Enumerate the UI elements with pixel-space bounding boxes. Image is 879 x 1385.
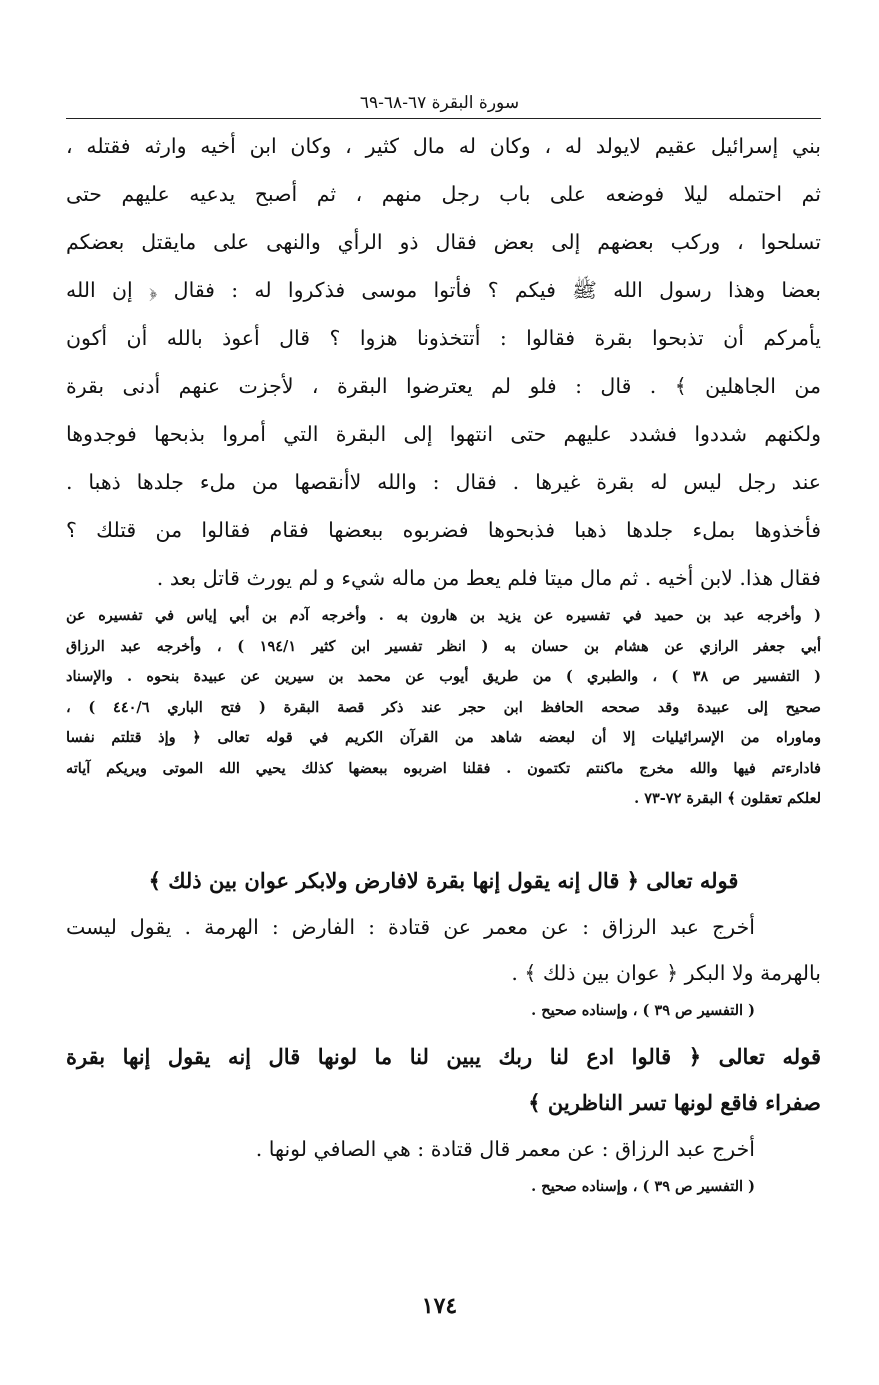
footnote-paragraph	[66, 601, 821, 815]
footnote-line: أبي جعفر الرازي عن هشام بن حسان به ( انظر تفسير ابن كثير ١٩٤/١ ) ، وأخرجه عبد الرزاق	[66, 637, 821, 655]
footnote-line: ( التفسير ص ٣٨ ) ، والطبري ) من طريق أيوب عن محمد بن سيرين عن عبيدة بنحوه . والإسناد	[66, 668, 821, 685]
verse-69-citation: ( التفسير ص ٣٩ ) ، وإسناده صحيح .	[531, 1178, 755, 1195]
narration-line: بني إسرائيل عقيم لايولد له ، وكان له مال كثير ، وكان ابن أخيه وارثه فقتله ،	[66, 134, 821, 158]
narration-line: بعضا وهذا رسول الله ﷺ فيكم ؟ فأتوا موسى فذكروا له : فقال ﴿ إن الله	[66, 278, 821, 302]
narration-line: فقال هذا. لابن أخيه . ثم مال ميتا فلم يعط من ماله شيء و لم يورث قاتل بعد .	[156, 566, 821, 590]
verse-69-heading-line: قوله تعالى ﴿ قالوا ادع لنا ربك يبين لنا ما لونها قال إنه يقول إنها بقرة	[66, 1044, 821, 1069]
verse-68-citation: ( التفسير ص ٣٩ ) ، وإسناده صحيح .	[531, 1002, 755, 1019]
page-number: ١٧٤	[421, 1293, 458, 1319]
narration-line: ثم احتمله ليلا فوضعه على باب رجل منهم ، ثم أصبح يدعيه عليهم حتى	[66, 182, 821, 206]
verse-68-heading: قوله تعالى ﴿ قال إنه يقول إنها بقرة لافارض ولابكر عوان بين ذلك ﴾	[148, 868, 739, 893]
verse-68-text-line: أخرج عبد الرزاق : عن معمر عن قتادة : الفارض : الهرمة . يقول ليست	[66, 915, 755, 939]
footnote-line: فادارءتم فيها والله مخرج ماكنتم تكتمون . فقلنا اضربوه ببعضها كذلك يحيي الله الموتى ويريكم آياته	[66, 759, 821, 777]
narration-line: يأمركم أن تذبحوا بقرة فقالوا : أتتخذونا هزوا ؟ قال أعوذ بالله أن أكون	[66, 326, 821, 350]
footnote-line: لعلكم تعقلون ﴾ البقرة ٧٢-٧٣ .	[634, 790, 821, 807]
verse-68-section	[66, 858, 821, 1026]
footnote-line: ( وأخرجه عبد بن حميد في تفسيره عن يزيد بن هارون به . وأخرجه آدم بن أبي إياس في تفسيره عن	[66, 607, 821, 624]
running-header: سورة البقرة ٦٧-٦٨-٦٩	[359, 93, 520, 113]
narration-line: من الجاهلين ﴾ . قال : فلو لم يعترضوا البقرة ، لأجزت عنهم أدنى بقرة	[66, 374, 821, 398]
verse-69-text: أخرج عبد الرزاق : عن معمر قال قتادة : هي الصافي لونها .	[255, 1137, 755, 1161]
verse-69-heading-line: صفراء فاقع لونها تسر الناظرين ﴾	[528, 1090, 821, 1115]
verse-69-section	[66, 1034, 821, 1202]
narration-line: عند رجل ليس له بقرة غيرها . فقال : والله لاأنقصها من ملء جلدها ذهبا .	[66, 470, 821, 494]
narration-line: فأخذوها بملء جلدها ذهبا فذبحوها فضربوه ببعضها فقام فقالوا من قتلك ؟	[66, 518, 821, 542]
verse-68-text-line: بالهرمة ولا البكر ﴿ عوان بين ذلك ﴾ .	[511, 961, 821, 985]
footnote-line: وماوراه من الإسرائيليات إلا أن لبعضه شاهد من القرآن الكريم في قوله تعالى ﴿ وإذ قتلتم نفسا	[66, 729, 821, 746]
header-divider	[66, 118, 821, 119]
narration-line: تسلحوا ، وركب بعضهم إلى بعض فقال ذو الرأي والنهى على مايقتل بعضكم	[66, 230, 821, 254]
footnote-line: صحيح إلى عبيدة وقد صححه الحافظ ابن حجر عند ذكر قصة البقرة ( فتح الباري ٤٤٠/٦ ) ،	[66, 698, 821, 716]
narration-line: ولكنهم شددوا فشدد عليهم حتى انتهوا إلى البقرة التي أمروا بذبحها فوجدوها	[66, 422, 821, 446]
narration-paragraph	[66, 122, 821, 602]
